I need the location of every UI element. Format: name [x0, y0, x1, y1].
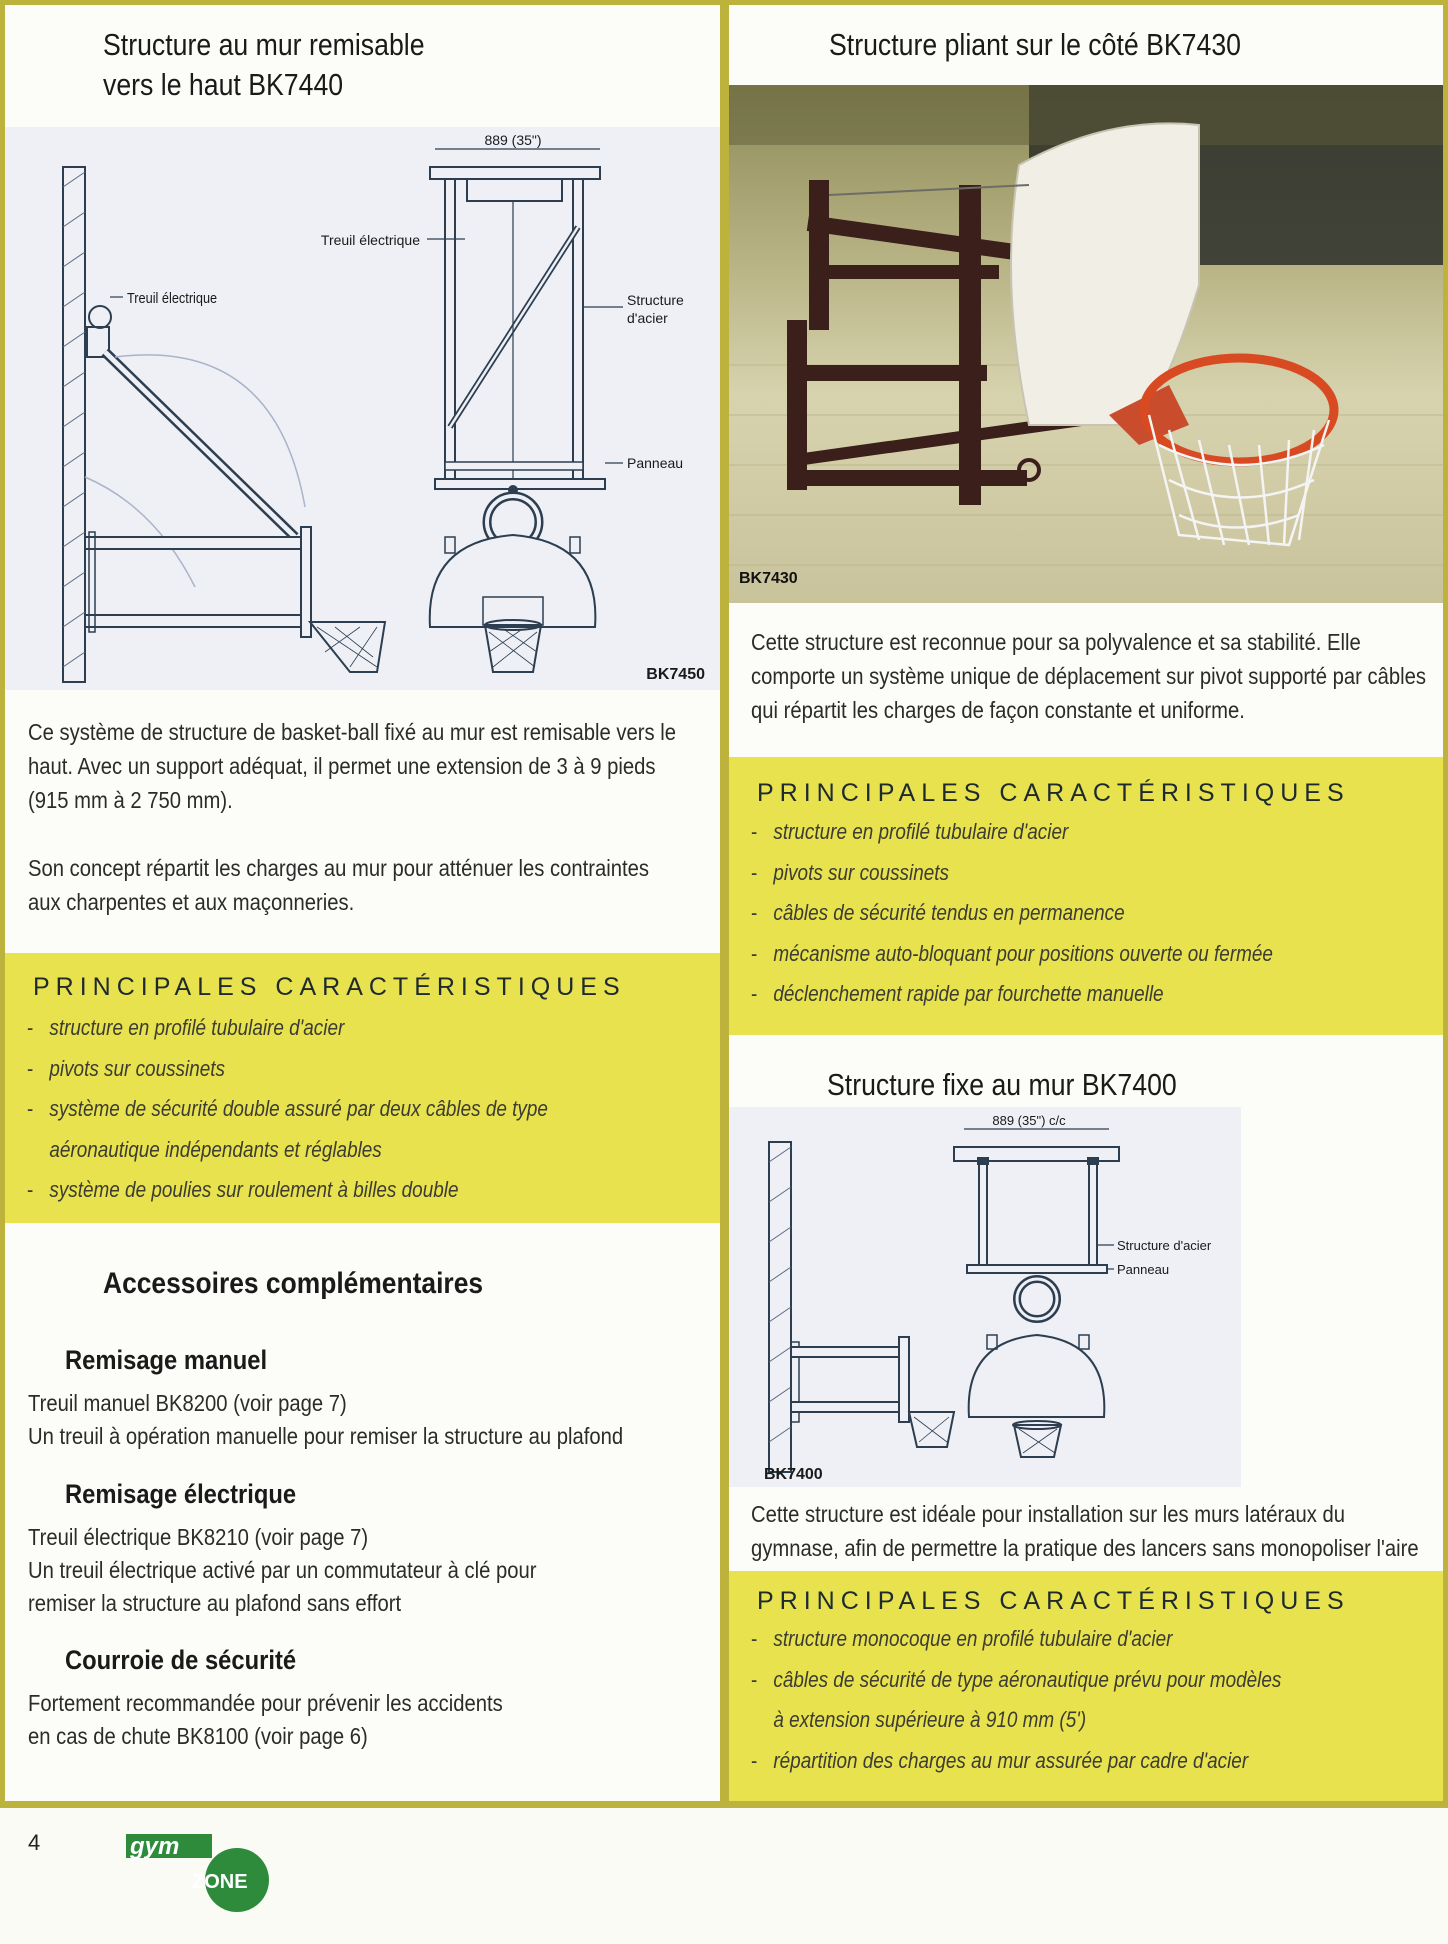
right-features-panel-1 — [729, 757, 1443, 1035]
accessory-line: remiser la structure au plafond sans effort — [28, 1590, 402, 1616]
page-footer — [0, 1808, 1448, 1944]
right-paragraph-2: Cette structure est idéale pour installation sur les murs latéraux du gymnase, afin de permettre la pratique des lancers sans monopoliser l'aire — [751, 1501, 1419, 1561]
photo-backboard — [1011, 123, 1199, 425]
bk7400-drawing — [729, 1107, 1241, 1487]
gymzone-logo-svg — [122, 1818, 272, 1918]
bk7430-label: BK7430 — [739, 570, 798, 587]
bk7430-illustration — [729, 85, 1443, 603]
label-panel: Panneau — [627, 455, 684, 471]
accessory-line: Un treuil électrique activé par un commutateur à clé pour — [28, 1557, 537, 1583]
bk7450-drawing — [5, 127, 720, 690]
right-title-2: Structure fixe au mur BK7400 — [827, 1067, 1177, 1102]
feature-item: - système de poulies sur roulement à billes double — [27, 1177, 459, 1202]
right-column — [729, 5, 1443, 1801]
left-features-panel — [5, 953, 720, 1223]
feature-item: - structure en profilé tubulaire d'acier — [27, 1015, 345, 1040]
right-features-list-2 — [751, 1619, 1368, 1781]
feature-item: - câbles de sécurité tendus en permanence — [751, 900, 1125, 925]
left-paragraph-2: Son concept répartit les charges au mur pour atténuer les contraintes aux charpentes et aux maçonneries. — [28, 855, 650, 915]
winch-circle — [89, 306, 111, 328]
label-panel-2: Panneau — [1117, 1262, 1170, 1277]
accessory-line: Treuil électrique BK8210 (voir page 7) — [28, 1524, 369, 1550]
left-column — [5, 5, 720, 1801]
right-features-heading-2: PRINCIPALES CARACTÉRISTIQUES — [757, 1587, 1350, 1615]
feature-item: - déclenchement rapide par fourchette manuelle — [751, 981, 1164, 1006]
accessory-heading-electric: Remisage électrique — [65, 1479, 297, 1509]
feature-item-continuation: à extension supérieure à 910 mm (5') — [773, 1707, 1087, 1732]
feature-item: - système de sécurité double assuré par deux câbles de type — [27, 1096, 548, 1121]
logo-gym: gym — [130, 1833, 180, 1860]
bk7450-diagram — [5, 127, 720, 690]
front-winch — [467, 179, 562, 201]
logo-zone: ZONE — [192, 1871, 248, 1893]
left-paragraph-1: Ce système de structure de basket-ball fixé au mur est remisable vers le haut. Avec un support adéquat, il permet une extension de 3 à 9 pieds (915 mm à 2 750 mm). — [28, 719, 676, 813]
accessory-line: Fortement recommandée pour prévenir les accidents — [28, 1690, 503, 1716]
feature-item: - structure en profilé tubulaire d'acier — [751, 819, 1069, 844]
page-number: 4 — [28, 1830, 41, 1855]
accessory-heading-strap: Courroie de sécurité — [65, 1645, 297, 1675]
accessory-line: Treuil manuel BK8200 (voir page 7) — [28, 1390, 347, 1416]
feature-item: - câbles de sécurité de type aéronautique prévu pour modèles — [751, 1666, 1282, 1692]
left-title-line1: Structure au mur remisable — [103, 27, 425, 62]
right-paragraph-1: Cette structure est reconnue pour sa polyvalence et sa stabilité. Elle comporte un système unique de déplacement sur pivot supporté par câbles qui répartit les charges de façon constante et uniforme. — [751, 629, 1427, 723]
gymzone-logo — [122, 1818, 272, 1918]
left-title-line2: vers le haut BK7440 — [103, 67, 344, 102]
accessory-line: en cas de chute BK8100 (voir page 6) — [28, 1723, 368, 1749]
left-features-list — [27, 1008, 633, 1211]
right-features-panel-2 — [729, 1571, 1443, 1801]
feature-item: - pivots sur coussinets — [27, 1055, 225, 1081]
feature-item: - mécanisme auto-bloquant pour positions ouverte ou fermée — [751, 940, 1273, 966]
label-dimension-2: 889 (35") c/c — [992, 1113, 1066, 1128]
accessories-title: Accessoires complémentaires — [103, 1267, 484, 1300]
right-title-1: Structure pliant sur le côté BK7430 — [829, 27, 1241, 62]
right-features-list-1 — [751, 812, 1358, 1015]
feature-item: - structure monocoque en profilé tubulaire d'acier — [751, 1626, 1173, 1651]
feature-item-continuation: aéronautique indépendants et réglables — [49, 1136, 382, 1162]
accessory-heading-manual: Remisage manuel — [65, 1345, 268, 1375]
label-structure-line2: d'acier — [627, 310, 668, 326]
bk7430-photo — [729, 85, 1443, 603]
label-winch-side: Treuil électrique — [127, 288, 218, 307]
accessory-line: Un treuil à opération manuelle pour remiser la structure au plafond — [28, 1423, 624, 1449]
bk7400-label: BK7400 — [764, 1466, 823, 1483]
right-features-heading-1: PRINCIPALES CARACTÉRISTIQUES — [757, 779, 1350, 807]
bk7450-label: BK7450 — [646, 666, 705, 683]
left-features-heading: PRINCIPALES CARACTÉRISTIQUES — [33, 973, 626, 1001]
label-winch-front: Treuil électrique — [320, 232, 420, 248]
label-dimension: 889 (35") — [484, 132, 542, 148]
label-structure-2: Structure d'acier — [1117, 1238, 1212, 1253]
label-structure-line1: Structure — [627, 292, 684, 308]
feature-item: - répartition des charges au mur assurée par cadre d'acier — [751, 1747, 1249, 1773]
feature-item: - pivots sur coussinets — [751, 859, 949, 885]
bk7400-diagram — [729, 1107, 1241, 1487]
